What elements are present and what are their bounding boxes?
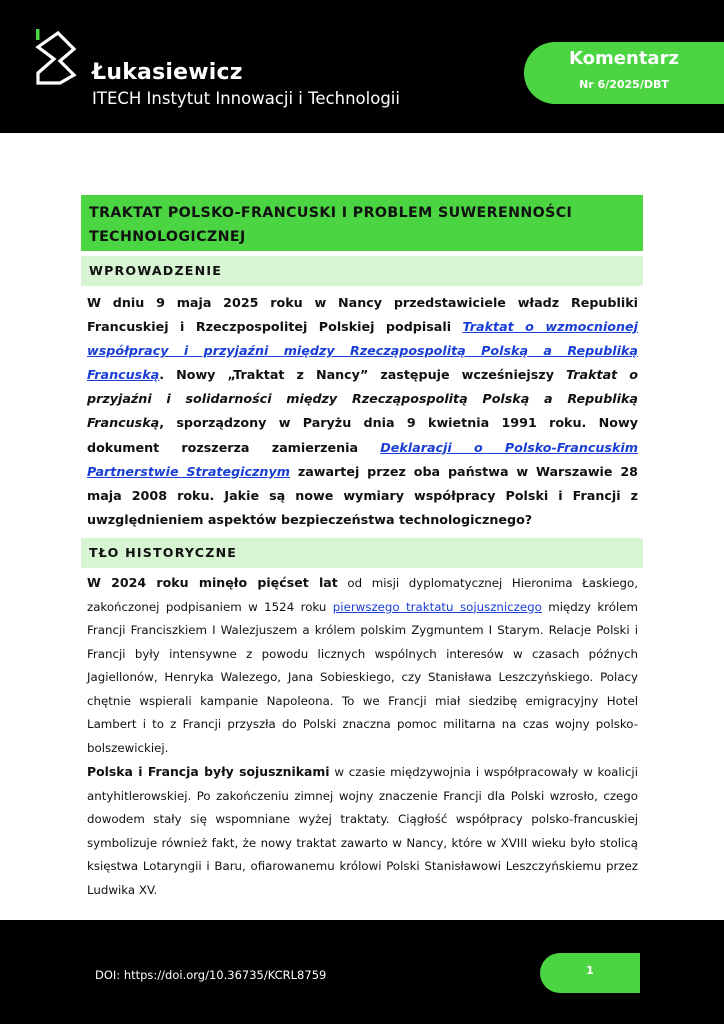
section-heading-history: TŁO HISTORYCZNE	[81, 538, 643, 568]
first-treaty-link[interactable]: pierwszego traktatu sojuszniczego	[332, 599, 542, 614]
page-footer	[0, 920, 724, 1024]
lukasiewicz-logo-icon	[34, 29, 84, 85]
old-treaty-title: Traktat o przyjaźni i solidarności między Rzecząpospolitą Polską a Republiką Francuską	[87, 367, 639, 431]
section-heading-intro: WPROWADZENIE	[81, 256, 643, 286]
document-number: Nr 6/2025/DBT	[579, 78, 669, 91]
document-type: Komentarz	[569, 48, 679, 69]
document-title: TRAKTAT POLSKO-FRANCUSKI I PROBLEM SUWERENNOŚCI TECHNOLOGICZNEJ	[81, 195, 643, 251]
brand-name: Łukasiewicz	[92, 60, 243, 85]
history-paragraph-2: Polska i Francja były sojusznikami w czasie międzywojnia i współpracowały w koalicji antyhitlerowskiej. Po zakończeniu zimnej wojny znaczenie Francji dla Polski wzrosło, czego dowodem stały się wspomniane wyżej traktaty. Ciągłość współpracy polsko-francuskiej symbolizuje również fakt, że nowy traktat zawarto w Nancy, które w XVIII wieku było stolicą księstwa Lotaryngii i Baru, ofiarowanemu królowi Polski Stanisławowi Leszczyńskiemu przez Ludwika XV.	[87, 764, 638, 897]
history-paragraph-1: W 2024 roku minęło pięćset lat od misji dyplomatycznej Hieronima Łaskiego, zakończonej podpisaniem w 1524 roku pierwszego traktatu sojuszniczego między królem Francji Franciszkiem I Walezjuszem a królem polskim Zygmuntem I Starym. Relacje Polski i Francji były intensywne z powodu licznych wspólnych interesów w czasach późnych Jagiellonów, Henryka Walezego, Jana Sobieskiego, czy Stanisława Leszczyńskiego. Polacy chętnie wspierali kampanie Napoleona. To we Francji miał siedzibę emigracyjny Hotel Lambert i to z Francji przyszła do Polski znaczna pomoc militarna na czas wojny polsko-bolszewickiej.	[87, 575, 639, 755]
doi-text: DOI: https://doi.org/10.36735/KCRL8759	[95, 968, 327, 982]
intro-paragraph: W dniu 9 maja 2025 roku w Nancy przedstawiciele władz Republiki Francuskiej i Rzeczpospolitej Polskiej podpisali Traktat o wzmocnionej współpracy i przyjaźni między Rzecząpospolitą Polską a Republiką Francuską. Nowy „Traktat z Nancy” zastępuje wcześniejszy Traktat o przyjaźni i solidarności między Rzecząpospolitą Polską a Republiką Francuską, sporządzony w Paryżu dnia 9 kwietnia 1991 roku. Nowy dokument rozszerza zamierzenia Deklaracji o Polsko-Francuskim Partnerstwie Strategicznym zawartej przez oba państwa w Warszawie 28 maja 2008 roku. Jakie są nowe wymiary współpracy Polski i Francji z uwzględnieniem aspektów bezpieczeństwa technologicznego?	[87, 295, 639, 527]
document-type-badge	[524, 42, 724, 104]
page-header	[0, 0, 724, 133]
page-number: 1	[540, 953, 640, 993]
treaty-link[interactable]: Traktat o wzmocnionej współpracy i przyjaźni między Rzecząpospolitą Polską a Republiką Francuską	[87, 319, 639, 383]
declaration-link[interactable]: Deklaracji o Polsko-Francuskim Partnerstwie Strategicznym	[87, 439, 638, 479]
institute-name: ITECH Instytut Innowacji i Technologii	[92, 89, 400, 108]
